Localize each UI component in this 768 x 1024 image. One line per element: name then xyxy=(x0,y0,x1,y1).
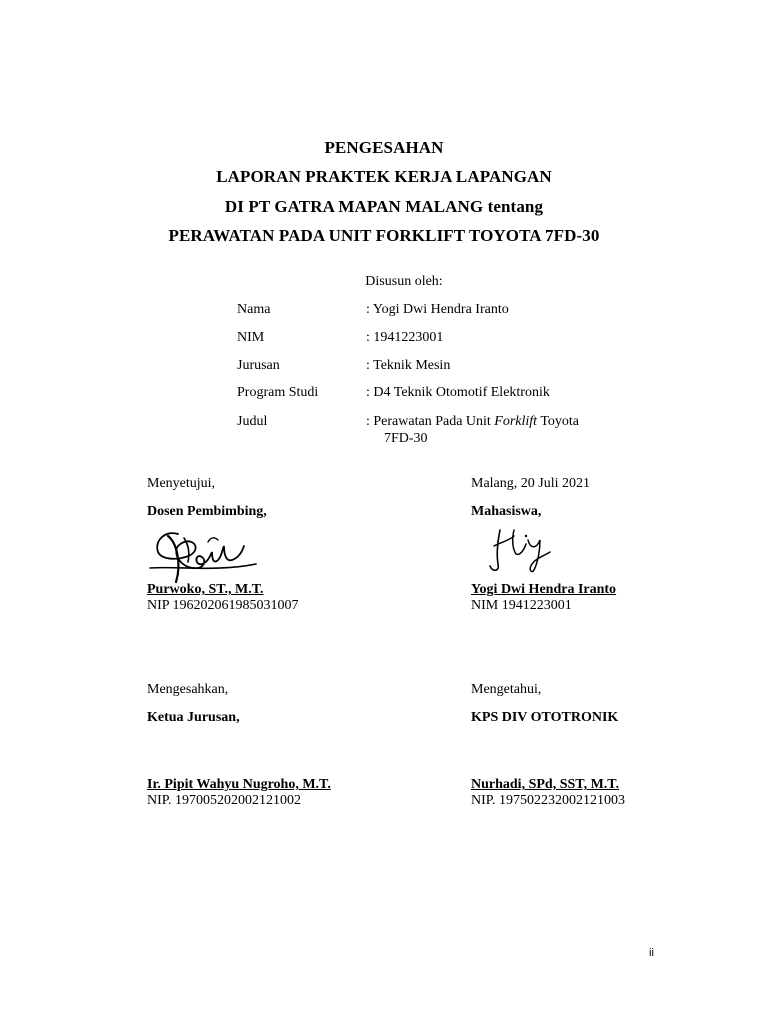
title-pengesahan: PENGESAHAN xyxy=(324,138,444,157)
field-value-judul xyxy=(366,414,579,430)
page-number: ii xyxy=(649,947,654,959)
approval-right-heading: Malang, 20 Juli 2021 xyxy=(471,476,590,491)
field-label-nim: NIM xyxy=(237,330,265,345)
ratification-right-name: Nurhadi, SPd, SST, M.T. xyxy=(471,777,620,792)
field-label-program-studi: Program Studi xyxy=(237,385,319,400)
title-laporan: LAPORAN PRAKTEK KERJA LAPANGAN xyxy=(216,167,552,186)
approval-right-role: Mahasiswa, xyxy=(471,504,542,519)
judul-prefix: : Perawatan Pada Unit xyxy=(366,414,495,429)
approval-left-id: NIP 196202061985031007 xyxy=(147,598,299,613)
field-value-nim: : 1941223001 xyxy=(366,330,444,345)
ratification-left-name: Ir. Pipit Wahyu Nugroho, M.T. xyxy=(147,777,331,792)
disusun-oleh: Disusun oleh: xyxy=(365,274,443,289)
field-value-nama: : Yogi Dwi Hendra Iranto xyxy=(366,302,509,317)
ratification-left-id: NIP. 197005202002121002 xyxy=(147,793,302,808)
ratification-right-role: KPS DIV OTOTRONIK xyxy=(471,710,619,725)
ratification-right-id: NIP. 197502232002121003 xyxy=(471,793,626,808)
judul-italic: Forklift xyxy=(494,414,538,429)
title-lokasi: DI PT GATRA MAPAN MALANG tentang xyxy=(224,197,544,216)
ratification-left-heading: Mengesahkan, xyxy=(147,682,229,697)
judul-suffix: Toyota xyxy=(537,414,580,429)
field-label-judul: Judul xyxy=(237,414,268,429)
approval-right-id: NIM 1941223001 xyxy=(471,598,572,613)
ratification-right-heading: Mengetahui, xyxy=(471,682,542,697)
supervisor-signature xyxy=(148,522,258,590)
ratification-left-role: Ketua Jurusan, xyxy=(147,710,240,725)
field-label-nama: Nama xyxy=(237,302,271,317)
title-topik: PERAWATAN PADA UNIT FORKLIFT TOYOTA 7FD-30 xyxy=(168,226,600,245)
approval-left-role: Dosen Pembimbing, xyxy=(147,504,267,519)
field-value-program-studi: : D4 Teknik Otomotif Elektronik xyxy=(366,385,550,400)
approval-left-name: Purwoko, ST., M.T. xyxy=(147,582,264,597)
student-signature xyxy=(486,526,558,576)
field-label-jurusan: Jurusan xyxy=(237,358,280,373)
approval-right-name: Yogi Dwi Hendra Iranto xyxy=(471,582,617,597)
field-value-judul-line2: 7FD-30 xyxy=(384,431,428,446)
field-value-jurusan: : Teknik Mesin xyxy=(366,358,451,373)
approval-left-heading: Menyetujui, xyxy=(147,476,216,491)
